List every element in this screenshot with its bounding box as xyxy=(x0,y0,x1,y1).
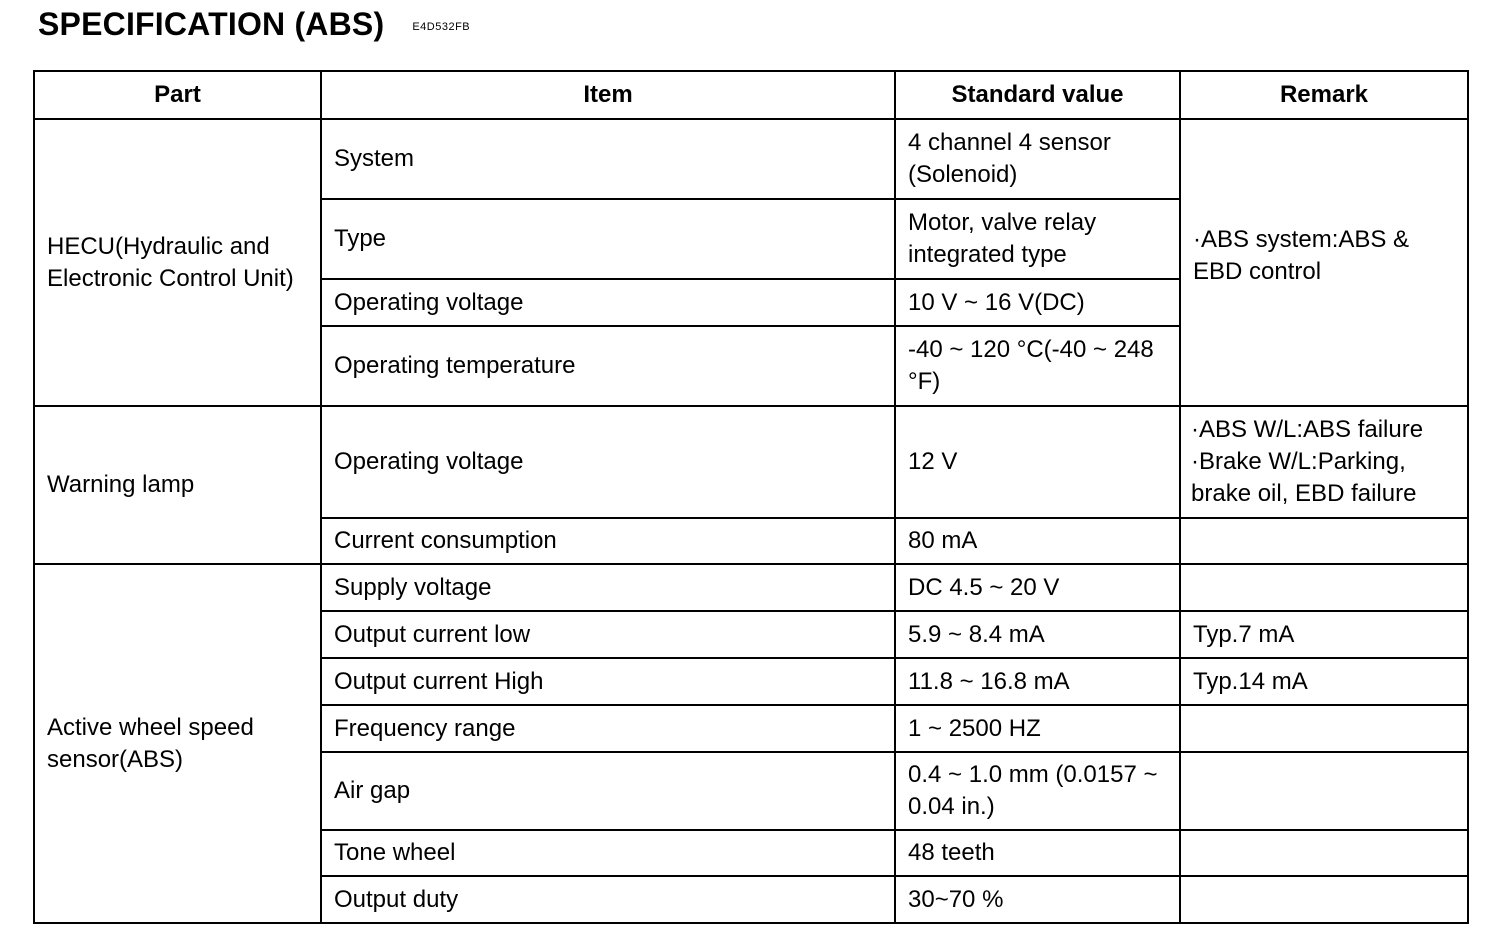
table-row xyxy=(34,564,1468,611)
value-cell: 11.8 ~ 16.8 mA xyxy=(895,658,1180,705)
spec-table xyxy=(33,70,1469,924)
remark-cell xyxy=(1180,518,1468,564)
value-cell: 5.9 ~ 8.4 mA xyxy=(895,611,1180,658)
remark-cell xyxy=(1180,406,1468,518)
value-cell: 80 mA xyxy=(895,518,1180,564)
item-cell: Operating voltage xyxy=(321,279,895,326)
part-hecu: HECU(Hydraulic and Electronic Control Unit) xyxy=(34,119,321,406)
part-wheel-speed-sensor: Active wheel speed sensor(ABS) xyxy=(34,564,321,923)
remark-hecu: ·ABS system:ABS & EBD control xyxy=(1180,119,1468,406)
item-cell: Air gap xyxy=(321,752,895,830)
value-cell: 10 V ~ 16 V(DC) xyxy=(895,279,1180,326)
item-cell: Operating voltage xyxy=(321,406,895,518)
value-cell: 48 teeth xyxy=(895,830,1180,876)
remark-cell xyxy=(1180,564,1468,611)
item-cell: Output duty xyxy=(321,876,895,923)
remark-line: ·ABS W/L:ABS failure xyxy=(1191,416,1424,443)
remark-cell xyxy=(1180,752,1468,830)
item-cell: Current consumption xyxy=(321,518,895,564)
remark-cell xyxy=(1180,876,1468,923)
header-part: Part xyxy=(34,71,321,119)
value-cell: DC 4.5 ~ 20 V xyxy=(895,564,1180,611)
item-cell: System xyxy=(321,119,895,199)
item-cell: Output current High xyxy=(321,658,895,705)
remark-cell: Typ.7 mA xyxy=(1180,611,1468,658)
header-item: Item xyxy=(321,71,895,119)
page-title xyxy=(38,6,470,43)
remark-cell xyxy=(1180,830,1468,876)
table-row xyxy=(34,406,1468,518)
doc-code: E4D532FB xyxy=(412,20,471,33)
item-cell: Operating temperature xyxy=(321,326,895,406)
value-cell: 30~70 % xyxy=(895,876,1180,923)
value-cell: 1 ~ 2500 HZ xyxy=(895,705,1180,752)
item-cell: Supply voltage xyxy=(321,564,895,611)
value-cell: 12 V xyxy=(895,406,1180,518)
value-cell: Motor, valve relay integrated type xyxy=(895,199,1180,279)
item-cell: Frequency range xyxy=(321,705,895,752)
table-header-row xyxy=(34,71,1468,119)
value-cell: 4 channel 4 sensor (Solenoid) xyxy=(895,119,1180,199)
header-standard-value: Standard value xyxy=(895,71,1180,119)
title-text: SPECIFICATION (ABS) xyxy=(38,6,385,42)
remark-line: ·Brake W/L:Parking, brake oil, EBD failure xyxy=(1191,448,1417,507)
value-cell: -40 ~ 120 °C(-40 ~ 248 °F) xyxy=(895,326,1180,406)
table-row xyxy=(34,119,1468,199)
item-cell: Type xyxy=(321,199,895,279)
remark-cell: Typ.14 mA xyxy=(1180,658,1468,705)
value-cell: 0.4 ~ 1.0 mm (0.0157 ~ 0.04 in.) xyxy=(895,752,1180,830)
remark-cell xyxy=(1180,705,1468,752)
item-cell: Output current low xyxy=(321,611,895,658)
part-warning-lamp: Warning lamp xyxy=(34,406,321,564)
header-remark: Remark xyxy=(1180,71,1468,119)
item-cell: Tone wheel xyxy=(321,830,895,876)
